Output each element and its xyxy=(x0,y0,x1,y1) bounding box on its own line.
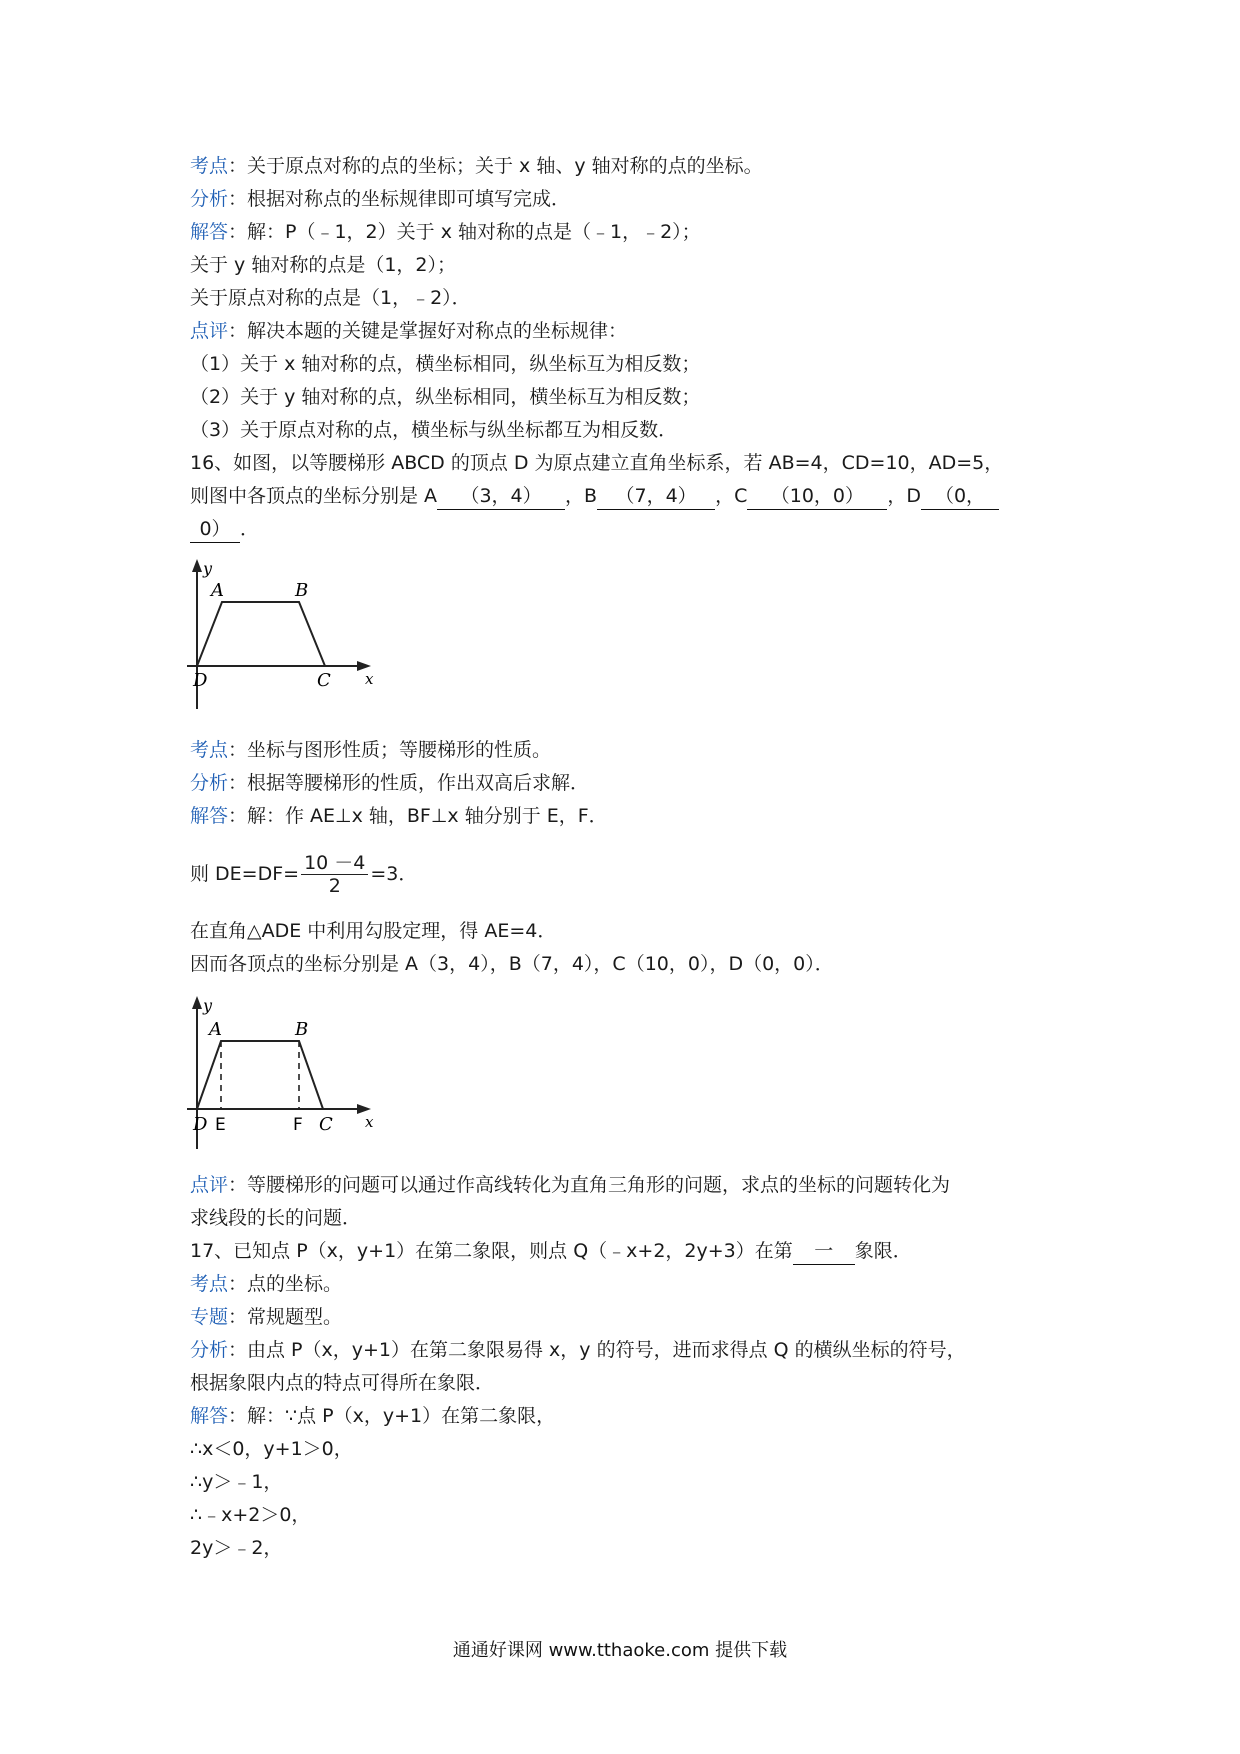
label-kaodian: 考点 xyxy=(190,155,229,177)
q15-rule-1: （1）关于 x 轴对称的点，横坐标相同，纵坐标互为相反数； xyxy=(190,353,701,375)
label-kaodian: 考点 xyxy=(190,739,229,761)
q16-stem-line-3: 0） ． xyxy=(190,513,1070,546)
page-footer: 通通好课网 www.tthaoke.com 提供下载 xyxy=(452,1640,788,1661)
q16-line-coords: 因而各顶点的坐标分别是 A（3，4），B（7，4），C（10，0），D（0，0）． xyxy=(190,953,834,975)
label-c: C xyxy=(317,670,331,691)
q16-dianping-line-2: 求线段的长的问题． xyxy=(190,1207,362,1229)
q15-dianping: 点评：解决本题的关键是掌握好对称点的坐标规律： xyxy=(190,320,628,342)
fraction-denominator: 2 xyxy=(328,875,341,897)
q16-dianping-line-1: 点评：等腰梯形的问题可以通过作高线转化为直角三角形的问题，求点的坐标的问题转化为 xyxy=(190,1174,951,1196)
q16-fenxi: 分析：根据等腰梯形的性质，作出双高后求解． xyxy=(190,772,590,794)
document-content xyxy=(190,150,1070,1565)
q17-fenxi-line-1: 分析：由点 P（x，y+1）在第二象限易得 x，y 的符号，进而求得点 Q 的横纵坐标的符号， xyxy=(190,1339,966,1361)
label-fenxi: 分析 xyxy=(190,188,229,210)
label-e: E xyxy=(215,1115,226,1135)
q16-jieda: 解答：解：作 AE⊥x 轴，BF⊥x 轴分别于 E，F． xyxy=(190,805,608,827)
answer-blank-b: （7，4） xyxy=(597,483,715,510)
trapezoid-outline xyxy=(197,1041,323,1109)
q17-zhuanti: 专题：常规题型。 xyxy=(190,1306,343,1328)
label-d: D xyxy=(193,1114,208,1135)
trapezoid-figure-2 xyxy=(187,989,387,1159)
label-dianping: 点评 xyxy=(190,1174,229,1196)
label-jieda: 解答 xyxy=(190,221,229,243)
label-a: A xyxy=(211,580,224,601)
label-x: x xyxy=(365,670,374,688)
label-a: A xyxy=(209,1019,222,1040)
q17-step-4: 2y＞﹣2， xyxy=(190,1537,283,1559)
q15-jieda: 解答：解：P（﹣1，2）关于 x 轴对称的点是（﹣1，﹣2）； xyxy=(190,221,701,243)
label-kaodian: 考点 xyxy=(190,1273,229,1295)
y-axis-arrow xyxy=(192,996,202,1009)
q15-fenxi: 分析：根据对称点的坐标规律即可填写完成． xyxy=(190,188,571,210)
answer-blank-d: （0， xyxy=(921,483,999,510)
q16-stem-line-1: 16、如图，以等腰梯形 ABCD 的顶点 D 为原点建立直角坐标系，若 AB=4，CD=10，AD=5， xyxy=(190,452,1004,474)
label-c: C xyxy=(319,1114,333,1135)
q15-rule-3: （3）关于原点对称的点，横坐标与纵坐标都互为相反数． xyxy=(190,419,678,441)
q15-line3: 关于原点对称的点是（1，﹣2）． xyxy=(190,287,471,309)
y-axis-arrow xyxy=(192,559,202,572)
answer-blank-c: （10，0） xyxy=(747,483,887,510)
label-fenxi: 分析 xyxy=(190,1339,229,1361)
q15-line2: 关于 y 轴对称的点是（1，2）； xyxy=(190,254,457,276)
q15-kaodian: 考点：关于原点对称的点的坐标；关于 x 轴、y 轴对称的点的坐标。 xyxy=(190,155,763,177)
answer-blank-a: （3，4） xyxy=(437,483,565,510)
label-y: y xyxy=(203,996,213,1015)
q17-step-2: ∴y＞﹣1， xyxy=(190,1471,283,1493)
label-f: F xyxy=(293,1115,303,1135)
label-dianping: 点评 xyxy=(190,320,229,342)
answer-blank-quadrant: 一 xyxy=(793,1238,855,1265)
label-fenxi: 分析 xyxy=(190,772,229,794)
q16-line-ae: 在直角△ADE 中利用勾股定理，得 AE=4． xyxy=(190,920,557,942)
q15-rule-2: （2）关于 y 轴对称的点，纵坐标相同，横坐标互为相反数； xyxy=(190,386,701,408)
label-jieda: 解答 xyxy=(190,1405,229,1427)
q17-kaodian: 考点：点的坐标。 xyxy=(190,1273,343,1295)
fraction-numerator: 10 －4 xyxy=(301,852,368,875)
q17-stem: 17、已知点 P（x，y+1）在第二象限，则点 Q（﹣x+2，2y+3）在第 一 象限． xyxy=(190,1235,1070,1268)
label-zhuanti: 专题 xyxy=(190,1306,229,1328)
label-jieda: 解答 xyxy=(190,805,229,827)
trapezoid-figure-1 xyxy=(187,554,387,724)
fraction xyxy=(301,852,368,897)
q16-calc-line: 则 DE=DF= $\frac{10 -4}{2}$ =3． xyxy=(190,852,418,897)
q17-step-1: ∴x＜0，y+1＞0， xyxy=(190,1438,353,1460)
q16-stem-line-2: 则图中各顶点的坐标分别是 A （3，4） ，B （7，4） ，C （10，0） ，D （0， xyxy=(190,480,1070,513)
label-b: B xyxy=(295,580,309,601)
q17-step-3: ∴﹣x+2＞0， xyxy=(190,1504,311,1526)
q16-kaodian: 考点：坐标与图形性质；等腰梯形的性质。 xyxy=(190,739,552,761)
label-b: B xyxy=(295,1019,309,1040)
label-y: y xyxy=(203,559,213,578)
label-d: D xyxy=(193,670,208,691)
trapezoid-outline xyxy=(197,602,325,666)
q17-fenxi-line-2: 根据象限内点的特点可得所在象限． xyxy=(190,1372,495,1394)
answer-blank-d-cont: 0） xyxy=(190,516,240,543)
label-x: x xyxy=(365,1113,374,1131)
q17-jieda: 解答：解：∵点 P（x，y+1）在第二象限， xyxy=(190,1405,556,1427)
